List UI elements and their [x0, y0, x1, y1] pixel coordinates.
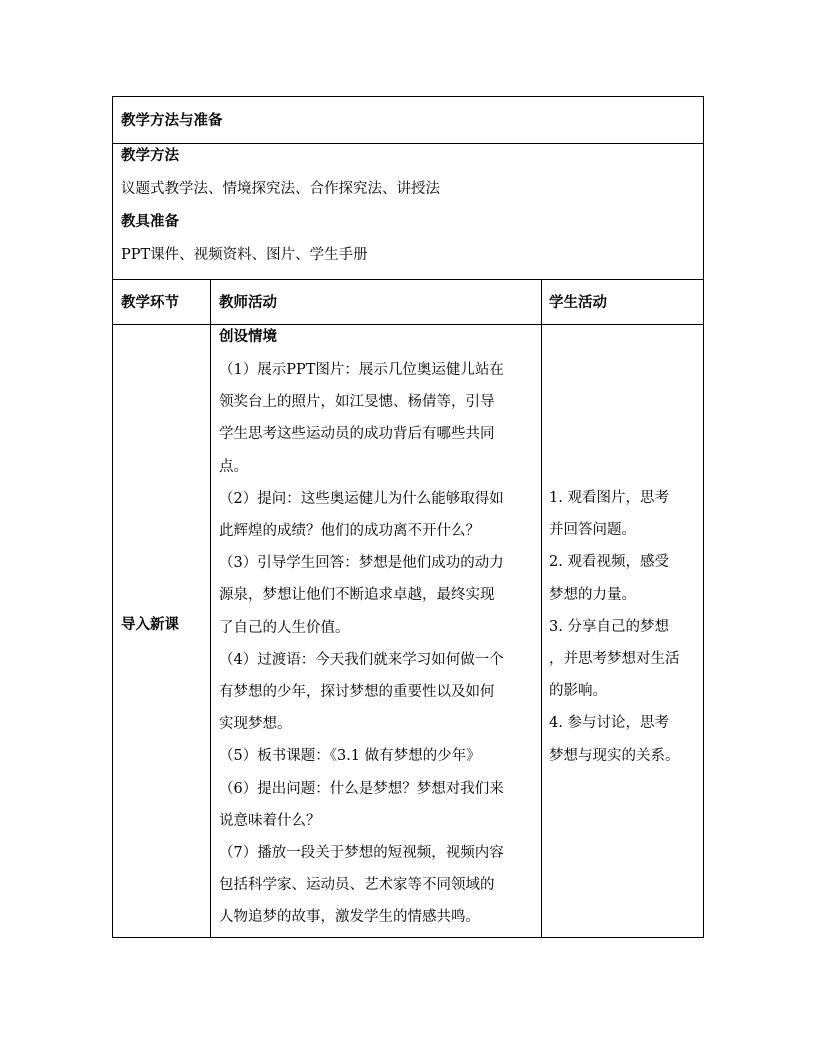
teacher-activity-line: 有梦想的少年，探讨梦想的重要性以及如何: [219, 684, 495, 701]
row-divider: [113, 324, 703, 325]
teacher-activity-line: （5）板书课题：《3.1 做有梦想的少年》: [219, 748, 481, 765]
column-divider: [210, 279, 211, 937]
student-activity-line: 的影响。: [549, 683, 607, 700]
column-header-student: 学生活动: [549, 295, 607, 311]
row-divider: [113, 143, 703, 144]
row-divider: [113, 279, 703, 280]
teacher-activity-line: 人物追梦的故事，激发学生的情感共鸣。: [219, 909, 480, 926]
teacher-activity-line: （7）播放一段关于梦想的短视频，视频内容: [219, 845, 504, 862]
teacher-activity-line: 学生思考这些运动员的成功背后有哪些共同: [219, 426, 495, 443]
teacher-activity-line: 此辉煌的成绩？他们的成功离不开什么？: [219, 523, 480, 540]
student-activity-line: 1. 观看图片，思考: [549, 490, 669, 506]
lesson-plan-table: [112, 96, 704, 938]
tools-title: 教具准备: [121, 214, 179, 230]
teacher-activity-title: 创设情境: [219, 329, 277, 345]
teacher-activity-list: [219, 354, 539, 934]
methods-text: 议题式教学法、情境探究法、合作探究法、讲授法: [121, 181, 440, 197]
teacher-activity-line: 领奖台上的照片，如江旻憓、杨倩等，引导: [219, 394, 495, 411]
teacher-activity-line: 了自己的人生价值。: [219, 619, 350, 636]
student-activity-line: 梦想的力量。: [549, 586, 636, 603]
column-header-teacher: 教师活动: [219, 295, 277, 311]
stage-name: 导入新课: [121, 617, 179, 633]
teacher-activity-line: （2）提问：这些奥运健儿为什么能够取得如: [219, 490, 504, 507]
student-activity-line: 梦想与现实的关系。: [549, 747, 680, 764]
student-activity-line: 2. 观看视频，感受: [549, 554, 669, 571]
teacher-activity-line: （6）提出问题：什么是梦想？梦想对我们来: [219, 780, 504, 797]
student-activity-line: ，并思考梦想对生活: [549, 651, 680, 668]
student-activity-list: [549, 482, 699, 772]
teacher-activity-line: （4）过渡语：今天我们就来学习如何做一个: [219, 651, 504, 668]
methods-title: 教学方法: [121, 148, 179, 164]
section-header: 教学方法与准备: [121, 113, 223, 129]
student-activity-line: 4. 参与讨论，思考: [549, 715, 669, 732]
student-activity-line: 3. 分享自己的梦想: [549, 618, 669, 635]
teacher-activity-line: 包括科学家、运动员、艺术家等不同领域的: [219, 877, 495, 894]
teacher-activity-line: （3）引导学生回答：梦想是他们成功的动力: [219, 555, 504, 572]
teacher-activity-line: （1）展示PPT图片：展示几位奥运健儿站在: [219, 362, 504, 378]
student-activity-line: 并回答问题。: [549, 522, 636, 539]
tools-text: PPT课件、视频资料、图片、学生手册: [121, 247, 368, 263]
teacher-activity-line: 说意味着什么？: [219, 812, 321, 829]
teacher-activity-line: 点。: [219, 458, 248, 475]
teacher-activity-line: 实现梦想。: [219, 716, 292, 733]
column-header-stage: 教学环节: [121, 295, 179, 311]
column-divider: [541, 279, 542, 937]
teacher-activity-line: 源泉，梦想让他们不断追求卓越，最终实现: [219, 587, 495, 604]
